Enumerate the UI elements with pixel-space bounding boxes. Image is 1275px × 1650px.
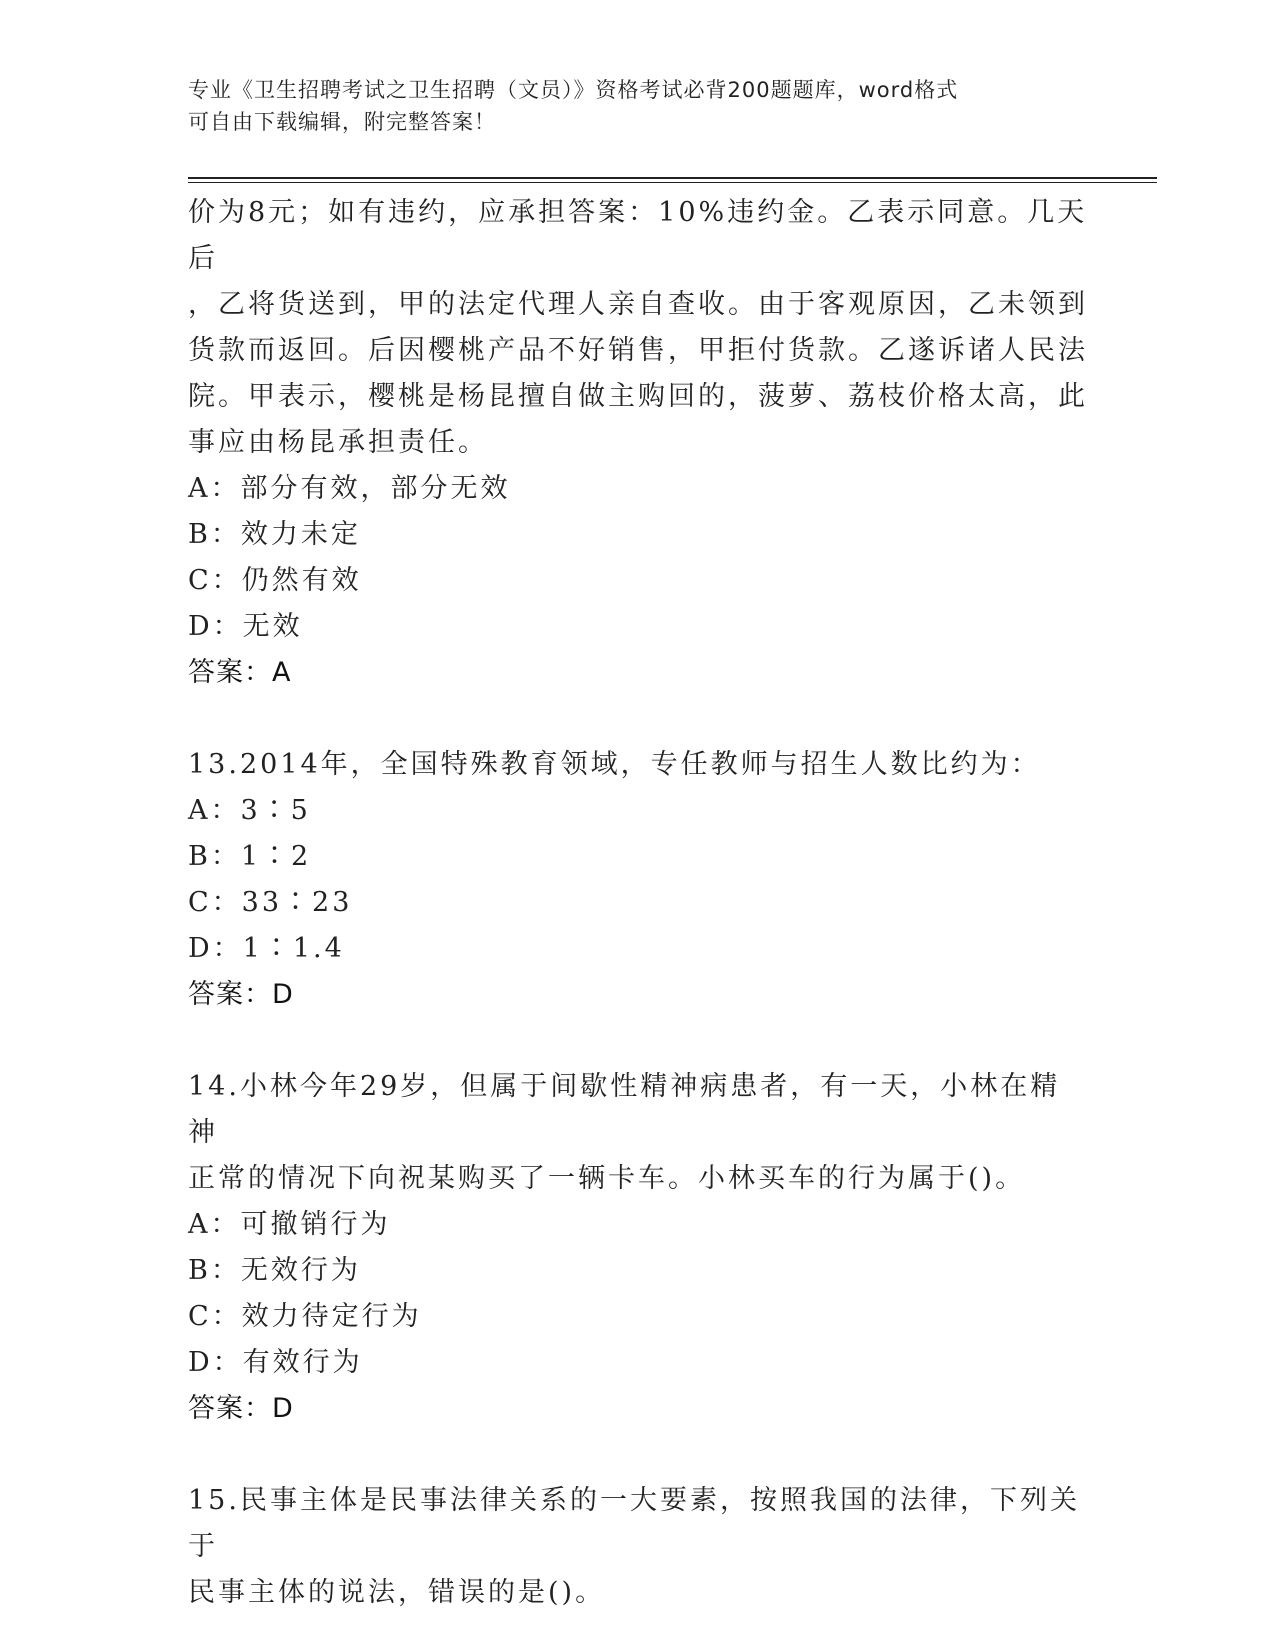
question-15	[188, 1478, 1088, 1616]
header-line-2: 可自由下载编辑，附完整答案！	[188, 110, 496, 134]
question-text-line: 事应由杨昆承担责任。	[188, 427, 488, 458]
option-c: C：33∶23	[188, 887, 353, 918]
header-divider-thin	[188, 182, 1157, 183]
question-12	[188, 190, 1088, 696]
question-text-line: 14.小林今年29岁，但属于间歇性精神病患者，有一天，小林在精神	[188, 1071, 1061, 1148]
question-13	[188, 742, 1088, 1018]
option-d: D：1∶1.4	[188, 933, 345, 964]
question-text-line: 13.2014年，全国特殊教育领域，专任教师与招生人数比约为：	[188, 749, 1041, 780]
question-text-line: ，乙将货送到，甲的法定代理人亲自查收。由于客观原因，乙未领到	[188, 289, 1088, 320]
option-b: B：效力未定	[188, 519, 361, 550]
header-divider-thick	[188, 177, 1157, 179]
document-body	[188, 190, 1088, 1616]
question-text-line: 院。甲表示，樱桃是杨昆擅自做主购回的，菠萝、荔枝价格太高，此	[188, 381, 1088, 412]
option-c: C：效力待定行为	[188, 1301, 422, 1332]
option-b: B：无效行为	[188, 1255, 361, 1286]
question-text-line: 价为8元；如有违约，应承担答案：10%违约金。乙表示同意。几天后	[188, 197, 1088, 274]
header-line-1: 专业《卫生招聘考试之卫生招聘（文员）》资格考试必背200题题库，word格式	[188, 78, 959, 102]
document-header	[188, 74, 1078, 138]
question-spacer	[188, 1432, 1088, 1478]
question-text-line: 民事主体的说法，错误的是()。	[188, 1577, 606, 1608]
option-d: D：无效	[188, 611, 303, 642]
question-text-line: 15.民事主体是民事法律关系的一大要素，按照我国的法律，下列关于	[188, 1485, 1080, 1562]
answer-line: 答案：A	[188, 657, 292, 688]
answer-line: 答案：D	[188, 979, 294, 1010]
question-text-line: 货款而返回。后因樱桃产品不好销售，甲拒付货款。乙遂诉诸人民法	[188, 335, 1088, 366]
question-text-line: 正常的情况下向祝某购买了一辆卡车。小林买车的行为属于()。	[188, 1163, 1026, 1194]
option-b: B：1∶2	[188, 841, 312, 872]
option-a: A：可撤销行为	[188, 1209, 391, 1240]
option-a: A：部分有效，部分无效	[188, 473, 511, 504]
answer-line: 答案：D	[188, 1393, 294, 1424]
question-spacer	[188, 1018, 1088, 1064]
option-d: D：有效行为	[188, 1347, 363, 1378]
question-14	[188, 1064, 1088, 1432]
question-spacer	[188, 696, 1088, 742]
option-c: C：仍然有效	[188, 565, 362, 596]
option-a: A：3∶5	[188, 795, 311, 826]
